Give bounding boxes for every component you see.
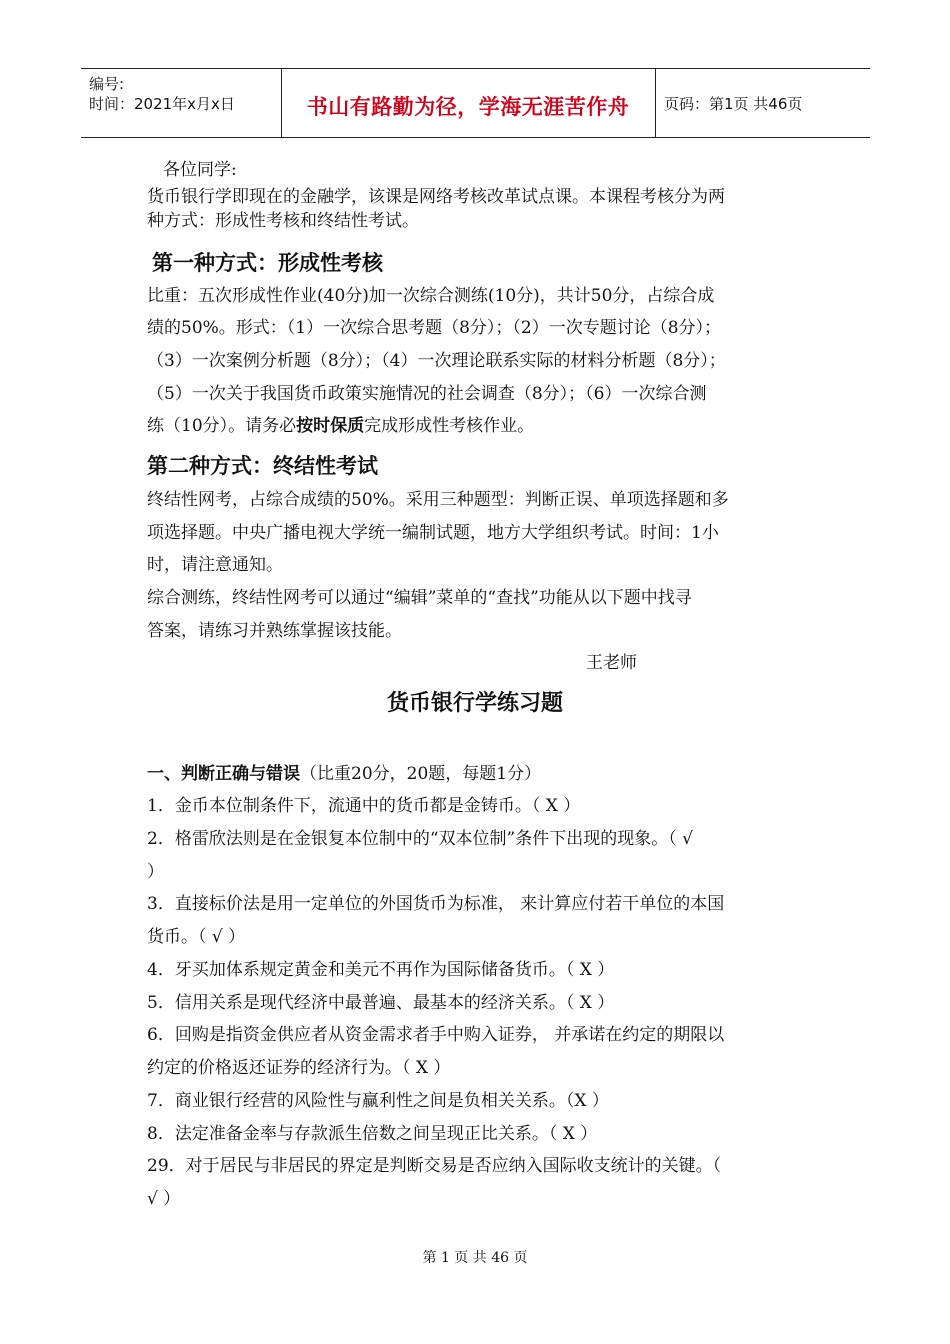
signature: 王老师 (586, 653, 637, 673)
way2-line: 答案，请练习并熟练掌握该技能。 (147, 621, 402, 641)
way1-last-pre: 练（10分）。请务必 (147, 416, 297, 436)
way1-line: （5）一次关于我国货币政策实施情况的社会调查（8分）；（6）一次综合测 (147, 384, 707, 404)
time-label: 时间：2021年x月x日 (89, 95, 235, 113)
question-line: 29．对于居民与非居民的界定是判断交易是否应纳入国际收支统计的关键。（ (147, 1156, 722, 1176)
section-heading (147, 764, 541, 784)
question-line: 3．直接标价法是用一定单位的外国货币为标准， 来计算应付若干单位的本国 (147, 894, 725, 914)
question-line: √ ） (147, 1189, 181, 1209)
way1-last-bold: 按时保质 (296, 416, 365, 436)
question-line: 2．格雷欣法则是在金银复本位制中的“双本位制”条件下出现的现象。（ √ (147, 829, 693, 849)
intro-line-2: 种方式：形成性考核和终结性考试。 (147, 211, 419, 231)
header-meta-cell (81, 69, 282, 137)
way2-line: 项选择题。中央广播电视大学统一编制试题，地方大学组织考试。时间：1小 (147, 523, 719, 543)
way1-last-line (147, 416, 534, 436)
way1-heading: 第一种方式：形成性考核 (152, 251, 383, 275)
section-heading-note: （比重20分，20题，每题1分） (300, 764, 542, 784)
page-info: 页码：第1页 共46页 (664, 95, 803, 113)
greeting: 各位同学: (163, 160, 237, 180)
motto: 书山有路勤为径，学海无涯苦作舟 (306, 95, 630, 119)
way2-line: 终结性网考，占综合成绩的50%。采用三种题型：判断正误、单项选择题和多 (147, 490, 729, 510)
question-line: 5．信用关系是现代经济中最普遍、最基本的经济关系。（ X ） (147, 993, 615, 1013)
intro-line-1: 货币银行学即现在的金融学，该课是网络考核改革试点课。本课程考核分为两 (147, 187, 725, 207)
way1-line: （3）一次案例分析题（8分）；（4）一次理论联系实际的材料分析题（8分）； (147, 351, 726, 371)
serial-label: 编号: (89, 75, 125, 93)
question-line: 7．商业银行经营的风险性与赢利性之间是负相关关系。（X ） (147, 1091, 609, 1111)
header-motto-cell (281, 69, 656, 137)
document-header (81, 68, 870, 138)
way2-heading: 第二种方式：终结性考试 (147, 454, 378, 478)
question-line: 4．牙买加体系规定黄金和美元不再作为国际储备货币。（ X ） (147, 960, 615, 980)
question-line: 约定的价格返还证券的经济行为。（ X ） (147, 1058, 451, 1078)
way1-line: 绩的50%。形式：（1）一次综合思考题（8分）；（2）一次专题讨论（8分）； (147, 318, 722, 338)
question-line: 8．法定准备金率与存款派生倍数之间呈现正比关系。（ X ） (147, 1124, 598, 1144)
question-line: 6．回购是指资金供应者从资金需求者手中购入证券， 并承诺在约定的期限以 (147, 1025, 725, 1045)
exercise-title: 货币银行学练习题 (386, 691, 563, 716)
way1-line: 比重：五次形成性作业(40分)加一次综合测练(10分)，共计50分，占综合成 (147, 286, 715, 306)
question-line: 货币。（ √ ） (147, 927, 246, 947)
way2-line: 时，请注意通知。 (147, 555, 283, 575)
way2-line: 综合测练，终结性网考可以通过“编辑”菜单的“查找”功能从以下题中找寻 (147, 588, 692, 608)
question-line: ） (147, 862, 164, 882)
question-line: 1．金币本位制条件下，流通中的货币都是金铸币。（ X ） (147, 796, 581, 816)
way1-last-post: 完成形成性考核作业。 (364, 416, 535, 436)
section-heading-bold: 一、判断正确与错误 (147, 764, 300, 784)
page-footer: 第 1 页 共 46 页 (422, 1250, 528, 1266)
